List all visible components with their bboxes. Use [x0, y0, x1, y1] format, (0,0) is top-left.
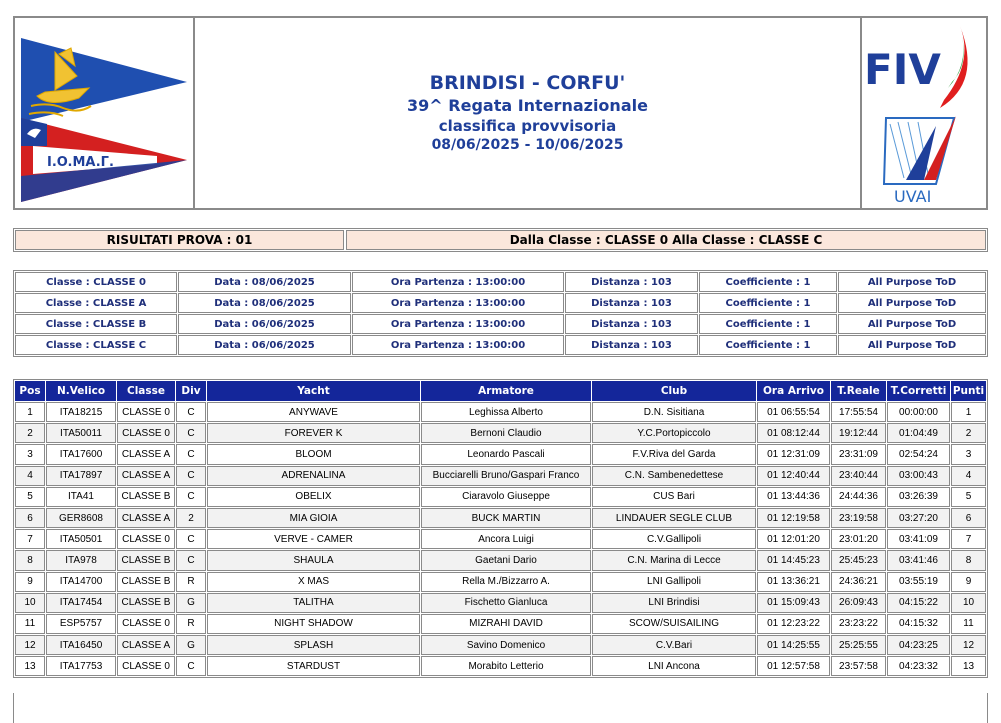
cell-class: CLASSE A: [117, 466, 175, 486]
cell-real-time: 19:12:44: [831, 423, 886, 443]
cell-owner: BUCK MARTIN: [421, 508, 591, 528]
cell-sail-number: ITA41: [46, 487, 116, 507]
results-header-row: [15, 381, 986, 401]
cell-arrival-time: 01 12:01:20: [757, 529, 830, 549]
cell-arrival-time: 01 15:09:43: [757, 593, 830, 613]
class-rating: All Purpose ToD: [838, 335, 986, 355]
cell-real-time: 26:09:43: [831, 593, 886, 613]
cell-real-time: 25:25:55: [831, 635, 886, 655]
table-row: [15, 508, 986, 528]
cell-pos: 2: [15, 423, 45, 443]
class-coefficient: Coefficiente : 1: [699, 335, 837, 355]
cell-sail-number: ITA16450: [46, 635, 116, 655]
cell-pos: 9: [15, 572, 45, 592]
cell-division: C: [176, 487, 206, 507]
cell-yacht: VERVE - CAMER: [207, 529, 420, 549]
table-row: [15, 487, 986, 507]
cell-owner: Rella M./Bizzarro A.: [421, 572, 591, 592]
class-label: Classe : CLASSE A: [15, 293, 177, 313]
cell-division: G: [176, 635, 206, 655]
cell-yacht: SHAULA: [207, 550, 420, 570]
table-row: [15, 550, 986, 570]
cell-points: 8: [951, 550, 986, 570]
class-label: Classe : CLASSE B: [15, 314, 177, 334]
class-row: [15, 293, 986, 313]
col-header-real-time: T.Reale: [831, 381, 886, 401]
cell-corrected-time: 03:41:09: [887, 529, 950, 549]
cell-pos: 8: [15, 550, 45, 570]
cell-real-time: 23:01:20: [831, 529, 886, 549]
cell-yacht: BLOOM: [207, 444, 420, 464]
class-date: Data : 06/06/2025: [178, 335, 351, 355]
page-status: classifica provvisoria: [438, 116, 617, 135]
col-header-club: Club: [592, 381, 756, 401]
cell-corrected-time: 04:23:25: [887, 635, 950, 655]
table-row: [15, 402, 986, 422]
class-coefficient: Coefficiente : 1: [699, 314, 837, 334]
cell-sail-number: ITA50011: [46, 423, 116, 443]
col-header-division: Div: [176, 381, 206, 401]
class-date: Data : 08/06/2025: [178, 272, 351, 292]
cell-class: CLASSE A: [117, 444, 175, 464]
uvai-text: UVAI: [894, 187, 932, 206]
table-row: [15, 444, 986, 464]
class-info-table: [13, 270, 988, 357]
cell-club: C.N. Marina di Lecce: [592, 550, 756, 570]
cell-pos: 3: [15, 444, 45, 464]
cell-corrected-time: 00:00:00: [887, 402, 950, 422]
class-rating: All Purpose ToD: [838, 272, 986, 292]
cell-arrival-time: 01 14:45:23: [757, 550, 830, 570]
cell-division: R: [176, 572, 206, 592]
cell-club: C.V.Gallipoli: [592, 529, 756, 549]
col-header-points: Punti: [951, 381, 986, 401]
table-row: [15, 529, 986, 549]
page-title: BRINDISI - CORFU': [429, 71, 626, 94]
cell-real-time: 23:40:44: [831, 466, 886, 486]
cell-division: C: [176, 656, 206, 676]
cell-pos: 10: [15, 593, 45, 613]
cell-points: 12: [951, 635, 986, 655]
class-rating: All Purpose ToD: [838, 293, 986, 313]
cell-arrival-time: 01 06:55:54: [757, 402, 830, 422]
cell-sail-number: ITA978: [46, 550, 116, 570]
class-date: Data : 06/06/2025: [178, 314, 351, 334]
class-start-time: Ora Partenza : 13:00:00: [352, 272, 564, 292]
cell-corrected-time: 04:15:32: [887, 614, 950, 634]
cell-arrival-time: 01 13:44:36: [757, 487, 830, 507]
cell-sail-number: ITA18215: [46, 402, 116, 422]
cell-pos: 11: [15, 614, 45, 634]
cell-club: LNI Brindisi: [592, 593, 756, 613]
cell-owner: Ciaravolo Giuseppe: [421, 487, 591, 507]
cell-real-time: 23:19:58: [831, 508, 886, 528]
cell-corrected-time: 03:41:46: [887, 550, 950, 570]
class-date: Data : 08/06/2025: [178, 293, 351, 313]
table-row: [15, 593, 986, 613]
race-bar: [13, 228, 988, 252]
table-row: [15, 572, 986, 592]
cell-real-time: 24:44:36: [831, 487, 886, 507]
class-rating: All Purpose ToD: [838, 314, 986, 334]
cell-division: C: [176, 402, 206, 422]
results-table: [13, 379, 988, 678]
cell-points: 11: [951, 614, 986, 634]
cell-arrival-time: 01 12:31:09: [757, 444, 830, 464]
cell-yacht: FOREVER K: [207, 423, 420, 443]
class-range: Dalla Classe : CLASSE 0 Alla Classe : CLASSE C: [346, 230, 986, 250]
cell-corrected-time: 03:26:39: [887, 487, 950, 507]
cell-real-time: 23:31:09: [831, 444, 886, 464]
cell-owner: MIZRAHI DAVID: [421, 614, 591, 634]
cell-arrival-time: 01 12:57:58: [757, 656, 830, 676]
cell-division: C: [176, 466, 206, 486]
cell-division: C: [176, 529, 206, 549]
cell-pos: 6: [15, 508, 45, 528]
class-distance: Distanza : 103: [565, 335, 698, 355]
cell-arrival-time: 01 12:19:58: [757, 508, 830, 528]
cell-club: LINDAUER SEGLE CLUB: [592, 508, 756, 528]
cell-points: 9: [951, 572, 986, 592]
fiv-logo: [864, 22, 986, 114]
cell-owner: Bernoni Claudio: [421, 423, 591, 443]
class-start-time: Ora Partenza : 13:00:00: [352, 293, 564, 313]
cell-division: C: [176, 423, 206, 443]
page-dates: 08/06/2025 - 10/06/2025: [431, 136, 624, 153]
cell-points: 7: [951, 529, 986, 549]
cell-club: F.V.Riva del Garda: [592, 444, 756, 464]
cell-class: CLASSE B: [117, 572, 175, 592]
cell-class: CLASSE B: [117, 550, 175, 570]
cell-division: G: [176, 593, 206, 613]
cell-pos: 13: [15, 656, 45, 676]
iomag-text: I.O.MA.Γ.: [47, 155, 114, 170]
cell-yacht: ANYWAVE: [207, 402, 420, 422]
cell-club: SCOW/SUISAILING: [592, 614, 756, 634]
cell-points: 2: [951, 423, 986, 443]
cell-class: CLASSE A: [117, 635, 175, 655]
cell-club: LNI Gallipoli: [592, 572, 756, 592]
title-block: [194, 17, 861, 209]
cell-owner: Fischetto Gianluca: [421, 593, 591, 613]
cell-owner: Bucciarelli Bruno/Gaspari Franco: [421, 466, 591, 486]
table-row: [15, 423, 986, 443]
cell-division: C: [176, 444, 206, 464]
cell-arrival-time: 01 12:40:44: [757, 466, 830, 486]
col-header-yacht: Yacht: [207, 381, 420, 401]
cell-points: 4: [951, 466, 986, 486]
cell-corrected-time: 01:04:49: [887, 423, 950, 443]
cell-yacht: X MAS: [207, 572, 420, 592]
cell-owner: Morabito Letterio: [421, 656, 591, 676]
class-distance: Distanza : 103: [565, 314, 698, 334]
cell-pos: 4: [15, 466, 45, 486]
class-distance: Distanza : 103: [565, 272, 698, 292]
cell-yacht: STARDUST: [207, 656, 420, 676]
col-header-class: Classe: [117, 381, 175, 401]
class-distance: Distanza : 103: [565, 293, 698, 313]
right-logos: [861, 17, 987, 209]
cell-pos: 12: [15, 635, 45, 655]
class-row: [15, 314, 986, 334]
cell-class: CLASSE B: [117, 487, 175, 507]
cell-club: C.N. Sambenedettese: [592, 466, 756, 486]
col-header-sail-number: N.Velico: [46, 381, 116, 401]
cell-class: CLASSE 0: [117, 423, 175, 443]
cell-club: C.V.Bari: [592, 635, 756, 655]
cell-real-time: 24:36:21: [831, 572, 886, 592]
cell-corrected-time: 04:15:22: [887, 593, 950, 613]
cell-points: 10: [951, 593, 986, 613]
table-row: [15, 635, 986, 655]
class-row: [15, 335, 986, 355]
cell-class: CLASSE 0: [117, 402, 175, 422]
class-coefficient: Coefficiente : 1: [699, 272, 837, 292]
class-row: [15, 272, 986, 292]
cell-points: 3: [951, 444, 986, 464]
cell-club: CUS Bari: [592, 487, 756, 507]
page-subtitle: 39^ Regata Internazionale: [407, 95, 648, 115]
col-header-pos: Pos: [15, 381, 45, 401]
class-label: Classe : CLASSE 0: [15, 272, 177, 292]
cell-owner: Savino Domenico: [421, 635, 591, 655]
cell-real-time: 23:57:58: [831, 656, 886, 676]
cell-club: LNI Ancona: [592, 656, 756, 676]
cell-owner: Ancora Luigi: [421, 529, 591, 549]
table-row: [15, 466, 986, 486]
table-row: [15, 614, 986, 634]
col-header-corrected-time: T.Corretti: [887, 381, 950, 401]
cell-club: Y.C.Portopiccolo: [592, 423, 756, 443]
cell-yacht: NIGHT SHADOW: [207, 614, 420, 634]
cell-real-time: 23:23:22: [831, 614, 886, 634]
cell-points: 1: [951, 402, 986, 422]
cell-real-time: 17:55:54: [831, 402, 886, 422]
uvai-logo: [876, 114, 972, 206]
cell-class: CLASSE A: [117, 508, 175, 528]
cell-yacht: OBELIX: [207, 487, 420, 507]
cell-sail-number: ITA17600: [46, 444, 116, 464]
cell-yacht: TALITHA: [207, 593, 420, 613]
cell-pos: 5: [15, 487, 45, 507]
table-row: [15, 656, 986, 676]
cell-arrival-time: 01 13:36:21: [757, 572, 830, 592]
race-number: RISULTATI PROVA : 01: [15, 230, 344, 250]
cell-owner: Gaetani Dario: [421, 550, 591, 570]
cell-club: D.N. Sisitiana: [592, 402, 756, 422]
iomag-pennant-logo: [19, 116, 189, 204]
cell-pos: 1: [15, 402, 45, 422]
cell-corrected-time: 03:00:43: [887, 466, 950, 486]
cell-owner: Leghissa Alberto: [421, 402, 591, 422]
cell-sail-number: ITA17897: [46, 466, 116, 486]
cell-yacht: SPLASH: [207, 635, 420, 655]
cell-corrected-time: 04:23:32: [887, 656, 950, 676]
cell-arrival-time: 01 14:25:55: [757, 635, 830, 655]
class-start-time: Ora Partenza : 13:00:00: [352, 314, 564, 334]
cell-arrival-time: 01 12:23:22: [757, 614, 830, 634]
cell-sail-number: ITA17454: [46, 593, 116, 613]
class-coefficient: Coefficiente : 1: [699, 293, 837, 313]
col-header-arrival-time: Ora Arrivo: [757, 381, 830, 401]
cell-sail-number: ITA14700: [46, 572, 116, 592]
cell-division: 2: [176, 508, 206, 528]
fiv-text: FIV: [864, 45, 941, 94]
class-label: Classe : CLASSE C: [15, 335, 177, 355]
cell-division: C: [176, 550, 206, 570]
cell-yacht: MIA GIOIA: [207, 508, 420, 528]
cell-sail-number: ITA17753: [46, 656, 116, 676]
cell-points: 6: [951, 508, 986, 528]
cell-pos: 7: [15, 529, 45, 549]
blue-pennant-logo: [19, 36, 189, 124]
header-panel: [13, 16, 988, 210]
cell-sail-number: ESP5757: [46, 614, 116, 634]
cell-class: CLASSE 0: [117, 614, 175, 634]
class-start-time: Ora Partenza : 13:00:00: [352, 335, 564, 355]
cell-corrected-time: 03:55:19: [887, 572, 950, 592]
cell-owner: Leonardo Pascali: [421, 444, 591, 464]
cell-sail-number: GER8608: [46, 508, 116, 528]
cell-points: 13: [951, 656, 986, 676]
cell-class: CLASSE B: [117, 593, 175, 613]
cell-class: CLASSE 0: [117, 529, 175, 549]
cell-division: R: [176, 614, 206, 634]
cell-arrival-time: 01 08:12:44: [757, 423, 830, 443]
cell-real-time: 25:45:23: [831, 550, 886, 570]
cell-yacht: ADRENALINA: [207, 466, 420, 486]
cell-class: CLASSE 0: [117, 656, 175, 676]
cell-points: 5: [951, 487, 986, 507]
cell-sail-number: ITA50501: [46, 529, 116, 549]
cell-corrected-time: 03:27:20: [887, 508, 950, 528]
cell-corrected-time: 02:54:24: [887, 444, 950, 464]
left-logos: [14, 17, 194, 209]
col-header-owner: Armatore: [421, 381, 591, 401]
